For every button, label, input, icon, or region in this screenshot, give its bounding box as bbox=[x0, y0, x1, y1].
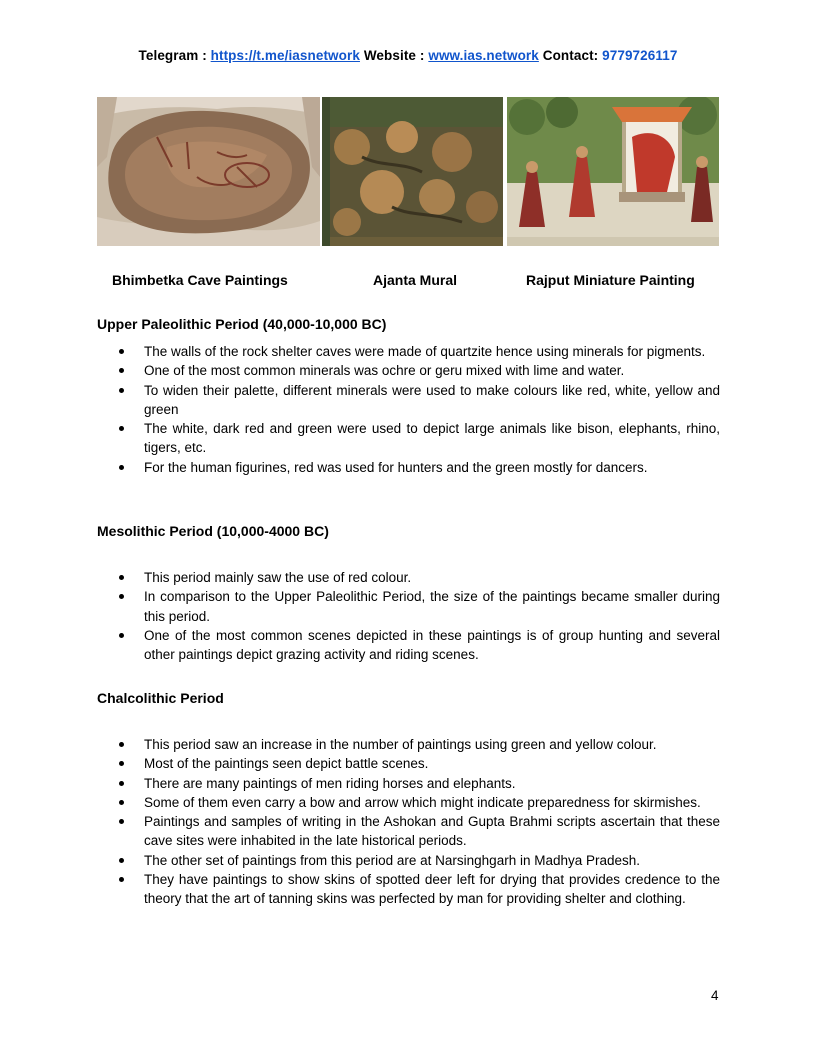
list-item: This period saw an increase in the number of paintings using green and yellow colour. bbox=[97, 735, 720, 754]
list-item: In comparison to the Upper Paleolithic Period, the size of the paintings became smaller during this period. bbox=[97, 587, 720, 626]
contact-label: Contact: bbox=[538, 48, 603, 63]
contact-phone: 9779726117 bbox=[602, 48, 678, 63]
page-number: 4 bbox=[711, 988, 719, 1003]
website-label: Website : bbox=[359, 48, 429, 63]
bhimbetka-cave-image bbox=[97, 97, 320, 246]
bullet-list-upper-paleolithic bbox=[97, 342, 720, 477]
list-item: The other set of paintings from this period are at Narsinghgarh in Madhya Pradesh. bbox=[97, 851, 720, 870]
list-item: Most of the paintings seen depict battle scenes. bbox=[97, 754, 720, 773]
rajput-miniature-image bbox=[507, 97, 719, 246]
section-title-upper-paleolithic: Upper Paleolithic Period (40,000-10,000 BC) bbox=[97, 316, 387, 332]
section-title-chalcolithic: Chalcolithic Period bbox=[97, 690, 224, 706]
list-item: They have paintings to show skins of spotted deer left for drying that provides credence to the theory that the art of tanning skins was perfected by man for providing shelter and clothing. bbox=[97, 870, 720, 909]
telegram-link[interactable]: https://t.me/iasnetwork bbox=[210, 48, 360, 63]
list-item: The walls of the rock shelter caves were made of quartzite hence using minerals for pigments. bbox=[97, 342, 720, 361]
ajanta-mural-image bbox=[322, 97, 503, 246]
list-item: There are many paintings of men riding horses and elephants. bbox=[97, 774, 720, 793]
list-item: Paintings and samples of writing in the Ashokan and Gupta Brahmi scripts ascertain that these cave sites were inhabited in the late historical periods. bbox=[97, 812, 720, 851]
caption-bhimbetka: Bhimbetka Cave Paintings bbox=[112, 272, 288, 288]
list-item: This period mainly saw the use of red colour. bbox=[97, 568, 720, 587]
telegram-label: Telegram : bbox=[138, 48, 211, 63]
list-item: Some of them even carry a bow and arrow which might indicate preparedness for skirmishes. bbox=[97, 793, 720, 812]
list-item: For the human figurines, red was used for hunters and the green mostly for dancers. bbox=[97, 458, 720, 477]
caption-ajanta: Ajanta Mural bbox=[373, 272, 458, 288]
page-header bbox=[0, 48, 816, 63]
list-item: One of the most common scenes depicted in these paintings is of group hunting and several other paintings depict grazing activity and riding scenes. bbox=[97, 626, 720, 665]
list-item: The white, dark red and green were used to depict large animals like bison, elephants, rhino, tigers, etc. bbox=[97, 419, 720, 458]
section-title-mesolithic: Mesolithic Period (10,000-4000 BC) bbox=[97, 523, 329, 539]
caption-rajput: Rajput Miniature Painting bbox=[526, 272, 695, 288]
website-link[interactable]: www.ias.network bbox=[428, 48, 539, 63]
list-item: To widen their palette, different minerals were used to make colours like red, white, yellow and green bbox=[97, 381, 720, 420]
bullet-list-chalcolithic bbox=[97, 735, 720, 909]
list-item: One of the most common minerals was ochre or geru mixed with lime and water. bbox=[97, 361, 720, 380]
bullet-list-mesolithic bbox=[97, 568, 720, 664]
